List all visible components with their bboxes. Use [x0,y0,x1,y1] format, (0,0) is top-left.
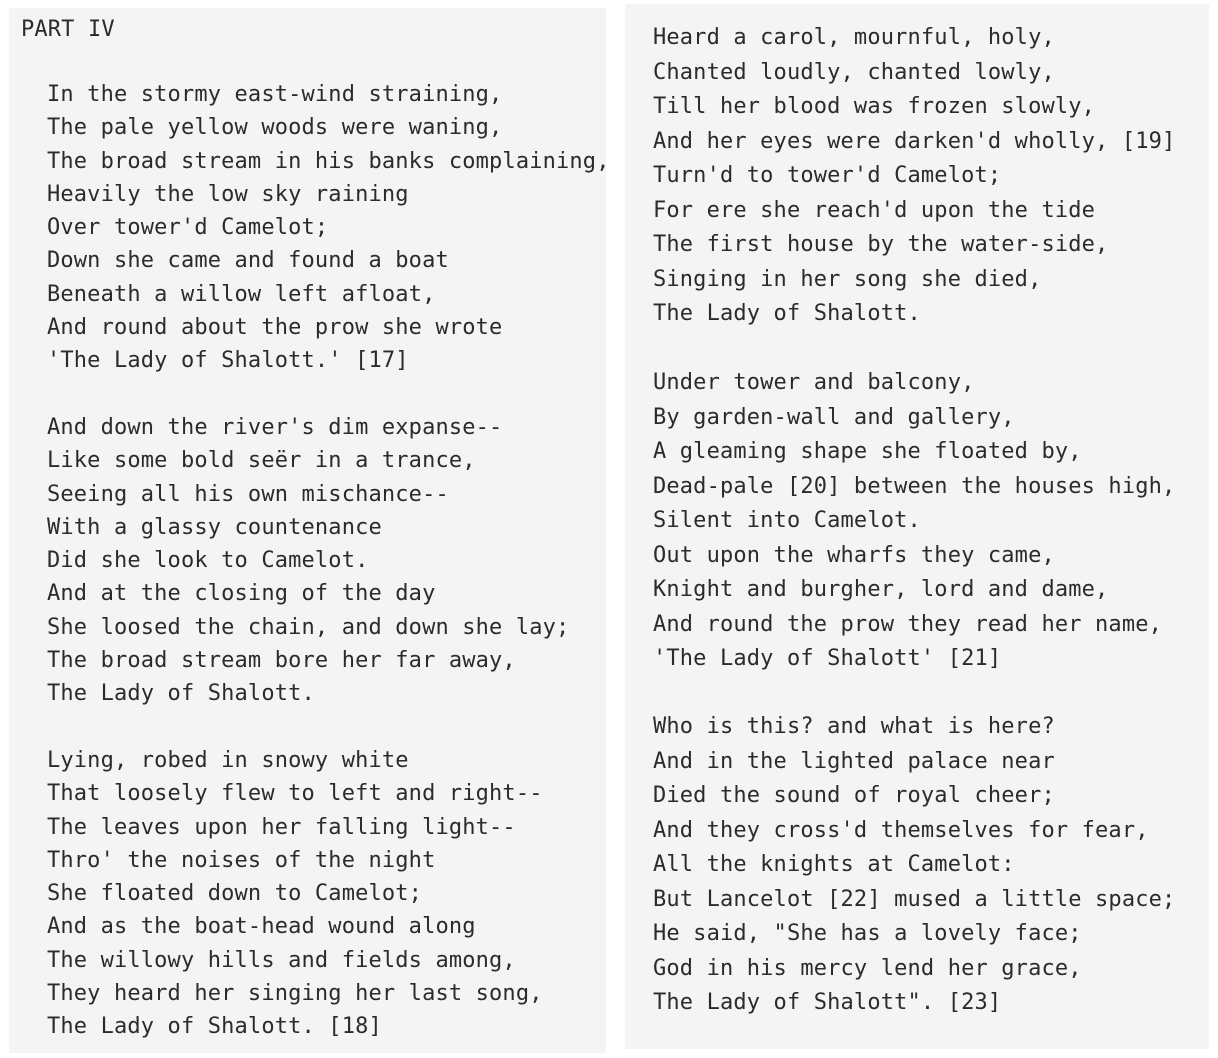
poem-line: And round the prow they read her name, [653,611,1163,637]
poem-line: And her eyes were darken'd wholly, [19] [653,128,1176,154]
left-poem-panel [9,8,610,1053]
poem-line: Heavily the low sky raining [47,181,409,207]
poem-line: 'The Lady of Shalott.' [17] [47,348,409,374]
poem-line: The first house by the water-side, [653,232,1109,257]
poem-line: Did she look to Camelot. [47,548,369,574]
poem-line: Silent into Camelot. [653,508,921,533]
poem-line: Chanted loudly, chanted lowly, [653,59,1055,85]
poem-line: The Lady of Shalott. [18] [47,1014,382,1040]
poem-line: Under tower and balcony, [653,370,975,395]
poem-line: He said, "She has a lovely face; [653,921,1082,946]
poem-line: And round about the prow she wrote [47,315,503,341]
poem-line: A gleaming shape she floated by, [653,439,1082,464]
poem-line: Lying, robed in snowy white [47,748,409,773]
poem-line: But Lancelot [22] mused a little space; [653,886,1176,912]
poem-line: And they cross'd themselves for fear, [653,817,1149,843]
poem-line: God in his mercy lend her grace, [653,955,1082,981]
poem-line: Heard a carol, mournful, holy, [653,25,1055,50]
poem-line: And as the boat-head wound along [47,914,476,940]
poem-line: By garden-wall and gallery, [653,404,1015,430]
right-poem-panel [625,4,1209,1049]
poem-line: Dead-pale [20] between the houses high, [653,473,1176,499]
poem-line: Over tower'd Camelot; [47,215,329,241]
poem-line: Singing in her song she died, [653,266,1042,292]
poem-line: And in the lighted palace near [653,748,1055,774]
poem-line: The leaves upon her falling light-- [47,814,516,840]
poem-line: Thro' the noises of the night [47,847,436,873]
poem-line: She floated down to Camelot; [47,881,423,907]
poem-line: And at the closing of the day [47,581,436,607]
poem-line: The Lady of Shalott. [47,681,315,707]
poem-line: And down the river's dim expanse-- [47,415,503,440]
poem-line: Knight and burgher, lord and dame, [653,577,1109,602]
poem-line: The willowy hills and fields among, [47,947,516,973]
poem-line: In the stormy east-wind straining, [47,82,503,107]
stanza-2 [47,411,569,711]
poem-line: Beneath a willow left afloat, [47,281,436,307]
poem-line: Who is this? and what is here? [653,714,1055,739]
poem-line: The pale yellow woods were waning, [47,115,503,141]
poem-line: She loosed the chain, and down she lay; [47,614,570,640]
poem-line: Turn'd to tower'd Camelot; [653,163,1002,188]
part-heading: PART IV [21,17,115,42]
poem-line: With a glassy countenance [47,514,382,540]
stanza-6 [653,710,1175,1021]
poem-line: All the knights at Camelot: [653,852,1015,877]
stanza-4 [653,21,1175,332]
poem-line: Seeing all his own mischance-- [47,481,449,507]
poem-line: The broad stream bore her far away, [47,648,516,674]
poem-line: Died the sound of royal cheer; [653,783,1055,808]
poem-line: They heard her singing her last song, [47,981,543,1007]
stanza-1 [47,78,610,378]
stanza-5 [653,366,1175,677]
stanza-3 [47,744,543,1044]
poem-line: The Lady of Shalott. [653,301,921,326]
poem-line: Like some bold seër in a trance, [47,448,476,474]
poem-line: For ere she reach'd upon the tide [653,197,1096,223]
poem-line: Till her blood was frozen slowly, [653,94,1096,119]
poem-line: Down she came and found a boat [47,248,449,274]
poem-line: The Lady of Shalott". [23] [653,990,1002,1015]
poem-line: Out upon the wharfs they came, [653,542,1055,568]
poem-line: That loosely flew to left and right-- [47,781,543,807]
poem-line: The broad stream in his banks complaining, [47,148,610,174]
poem-line: 'The Lady of Shalott' [21] [653,646,1002,671]
